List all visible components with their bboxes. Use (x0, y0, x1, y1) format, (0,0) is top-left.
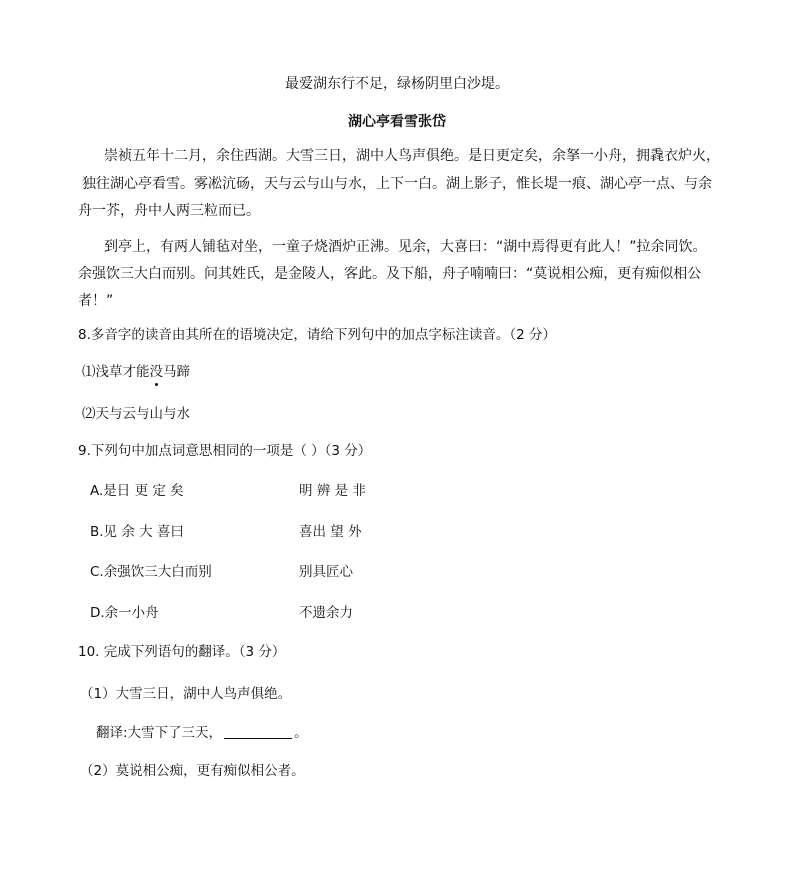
q9-option-b-left: B.见 余 大 喜曰 (90, 524, 184, 540)
q9-option-a-right: 明 辨 是 非 (299, 483, 366, 499)
q8-item-2-prefix: ⑵天 (82, 406, 109, 422)
q10-item-1: （1）大雪三日，湖中人鸟声俱绝。 (80, 686, 292, 702)
passage-p1-line-3: 舟一芥，舟中人两三粒而已。 (78, 203, 260, 219)
q9-option-b-right: 喜出 望 外 (299, 524, 362, 540)
q8-item-1-dotted-char: 没 (149, 364, 163, 380)
q8-item-1-suffix: 马蹄 (163, 364, 190, 380)
q10-stem: 10. 完成下列语句的翻译。（3 分） (78, 644, 286, 660)
q9-option-c-left: C.余强饮三大白而别 (90, 564, 212, 580)
passage-title-text: 湖心亭看雪 (348, 114, 418, 130)
poem-line: 最爱湖东行不足，绿杨阴里白沙堤。 (285, 76, 509, 92)
q8-stem: 8.多音字的读音由其所在的语境决定，请给下列句中的加点字标注读音。（2 分） (78, 327, 557, 343)
q10-translation (96, 723, 308, 743)
q10-translation-suffix: 。 (294, 725, 308, 741)
passage-p2-line-2: 余强饮三大白而别。问其姓氏，是金陵人，客此。及下船，舟子喃喃曰：“莫说相公痴，更有痴似相公 (78, 266, 702, 282)
passage-p2-line-3: 者！” (78, 293, 114, 309)
passage-p2-line-1: 到亭上，有两人铺毡对坐，一童子烧酒炉正沸。见余，大喜曰：“湖中焉得更有此人！”拉余同饮。 (104, 239, 707, 255)
passage-p1-line-1: 崇祯五年十二月，余住西湖。大雪三日，湖中人鸟声俱绝。是日更定矣，余拏一小舟，拥毳衣炉火， (104, 148, 720, 164)
q9-option-a-left: A.是日 更 定 矣 (90, 483, 184, 499)
q9-stem: 9.下列句中加点词意思相同的一项是（ ）（3 分） (78, 443, 372, 459)
q8-item-1 (82, 362, 190, 382)
q9-option-c-right: 别具匠心 (299, 564, 353, 580)
passage-p1-line-2: 独往湖心亭看雪。雾凇沆砀，天与云与山与水，上下一白。湖上影子，惟长堤一痕、湖心亭一点、与余 (82, 176, 712, 192)
q8-item-1-prefix: ⑴浅草才能 (82, 364, 150, 380)
q8-item-2-dotted-char: 与 (109, 406, 123, 422)
q10-item-2: （2）莫说相公痴，更有痴似相公者。 (80, 763, 305, 779)
q8-item-2-suffix: 云与山与水 (122, 406, 190, 422)
q9-option-d-left: D.余一小舟 (90, 605, 159, 621)
passage-author: 张岱 (418, 114, 446, 130)
q9-option-d-right: 不遗余力 (299, 605, 353, 621)
q10-answer-blank[interactable] (224, 724, 292, 739)
passage-title (0, 112, 794, 132)
q10-translation-prefix: 翻译:大雪下了三天， (96, 725, 223, 741)
q8-item-2 (82, 404, 190, 424)
